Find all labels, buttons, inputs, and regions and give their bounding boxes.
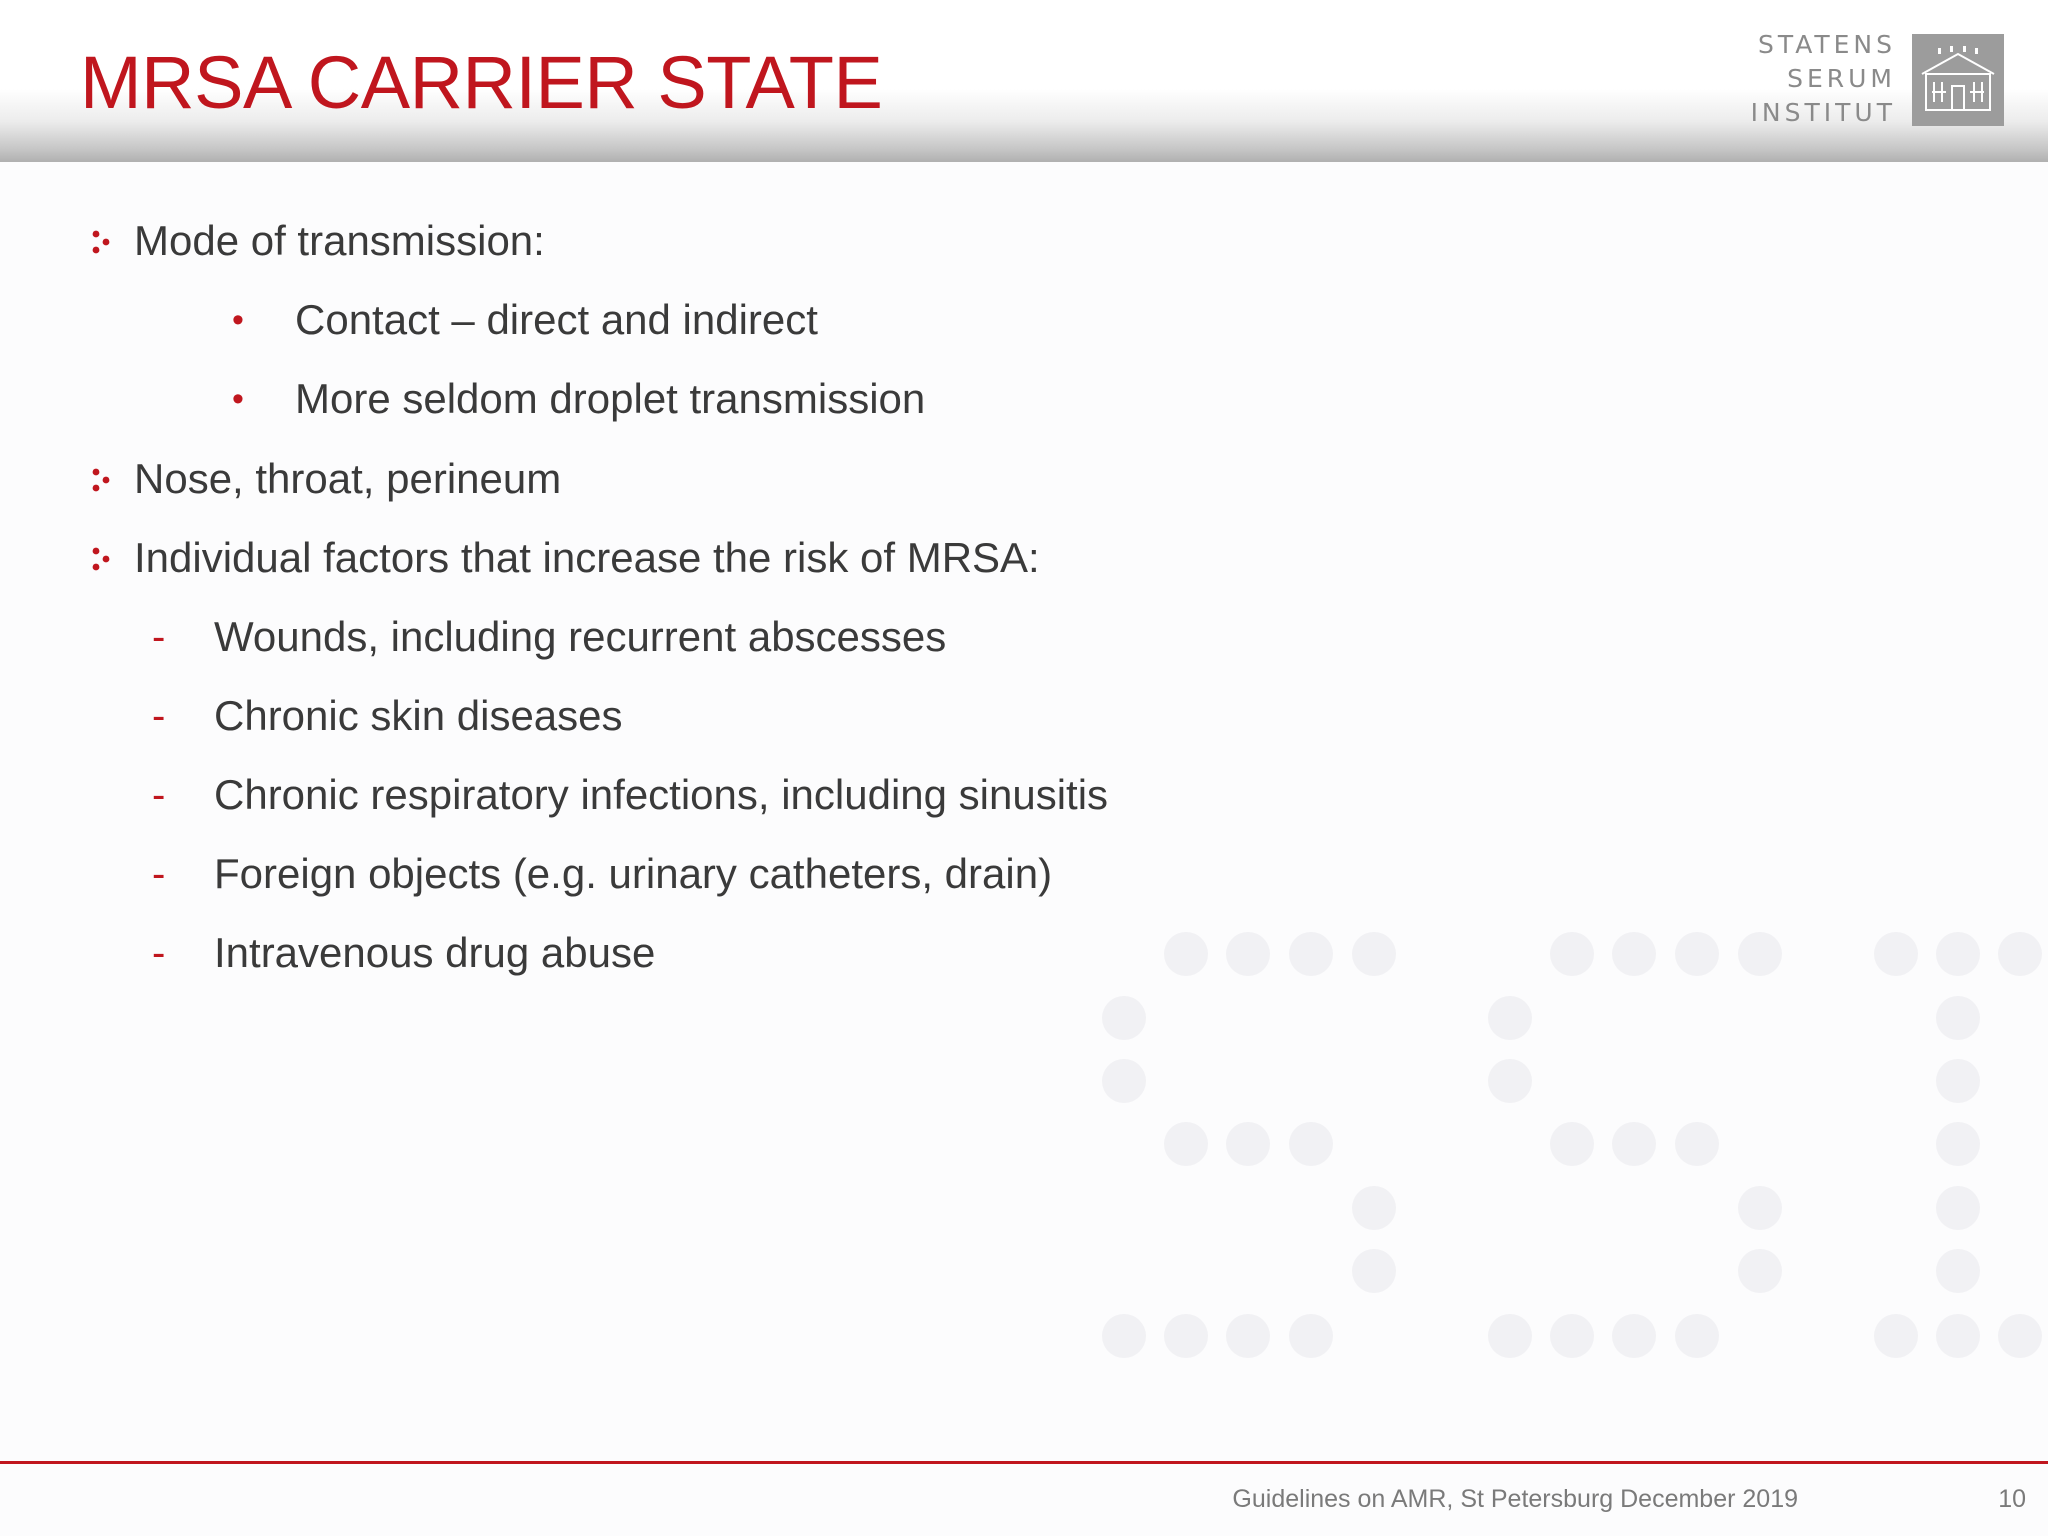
dash-marker: - bbox=[152, 852, 166, 896]
page-number: 10 bbox=[1998, 1485, 2026, 1513]
dotted-triangle-bullet-icon bbox=[92, 546, 112, 572]
sub-bullet-marker: • bbox=[232, 301, 244, 339]
sub-bullet-item: Foreign objects (e.g. urinary catheters, drain) bbox=[214, 850, 1053, 897]
bullet-item: Nose, throat, perineum bbox=[134, 455, 562, 502]
sub-bullet-item: Chronic skin diseases bbox=[214, 692, 623, 739]
dash-marker: - bbox=[152, 615, 166, 659]
bullet-item: Individual factors that increase the risk of MRSA: bbox=[134, 534, 1040, 581]
logo-line-2: SERUM bbox=[1787, 64, 1896, 93]
dash-marker: - bbox=[152, 931, 166, 975]
sub-bullet-item: Intravenous drug abuse bbox=[214, 929, 656, 976]
bullet-item: Mode of transmission: bbox=[134, 217, 545, 264]
sub-bullet-item: Chronic respiratory infections, including sinusitis bbox=[214, 771, 1109, 818]
sub-bullet-item: Wounds, including recurrent abscesses bbox=[214, 613, 947, 660]
dotted-triangle-bullet-icon bbox=[92, 229, 112, 255]
footer-divider bbox=[0, 1461, 2048, 1464]
sub-bullet-item: Contact – direct and indirect bbox=[295, 296, 818, 343]
logo-line-1: STATENS bbox=[1758, 30, 1896, 59]
slide-title: MRSA CARRIER STATE bbox=[80, 41, 883, 124]
sub-bullet-item: More seldom droplet transmission bbox=[295, 375, 926, 422]
sub-bullet-marker: • bbox=[232, 380, 244, 418]
dash-marker: - bbox=[152, 773, 166, 817]
logo-line-3: INSTITUT bbox=[1750, 98, 1896, 127]
dash-marker: - bbox=[152, 694, 166, 738]
footer-caption: Guidelines on AMR, St Petersburg December 2019 bbox=[1232, 1485, 1798, 1513]
dotted-triangle-bullet-icon bbox=[92, 467, 112, 493]
